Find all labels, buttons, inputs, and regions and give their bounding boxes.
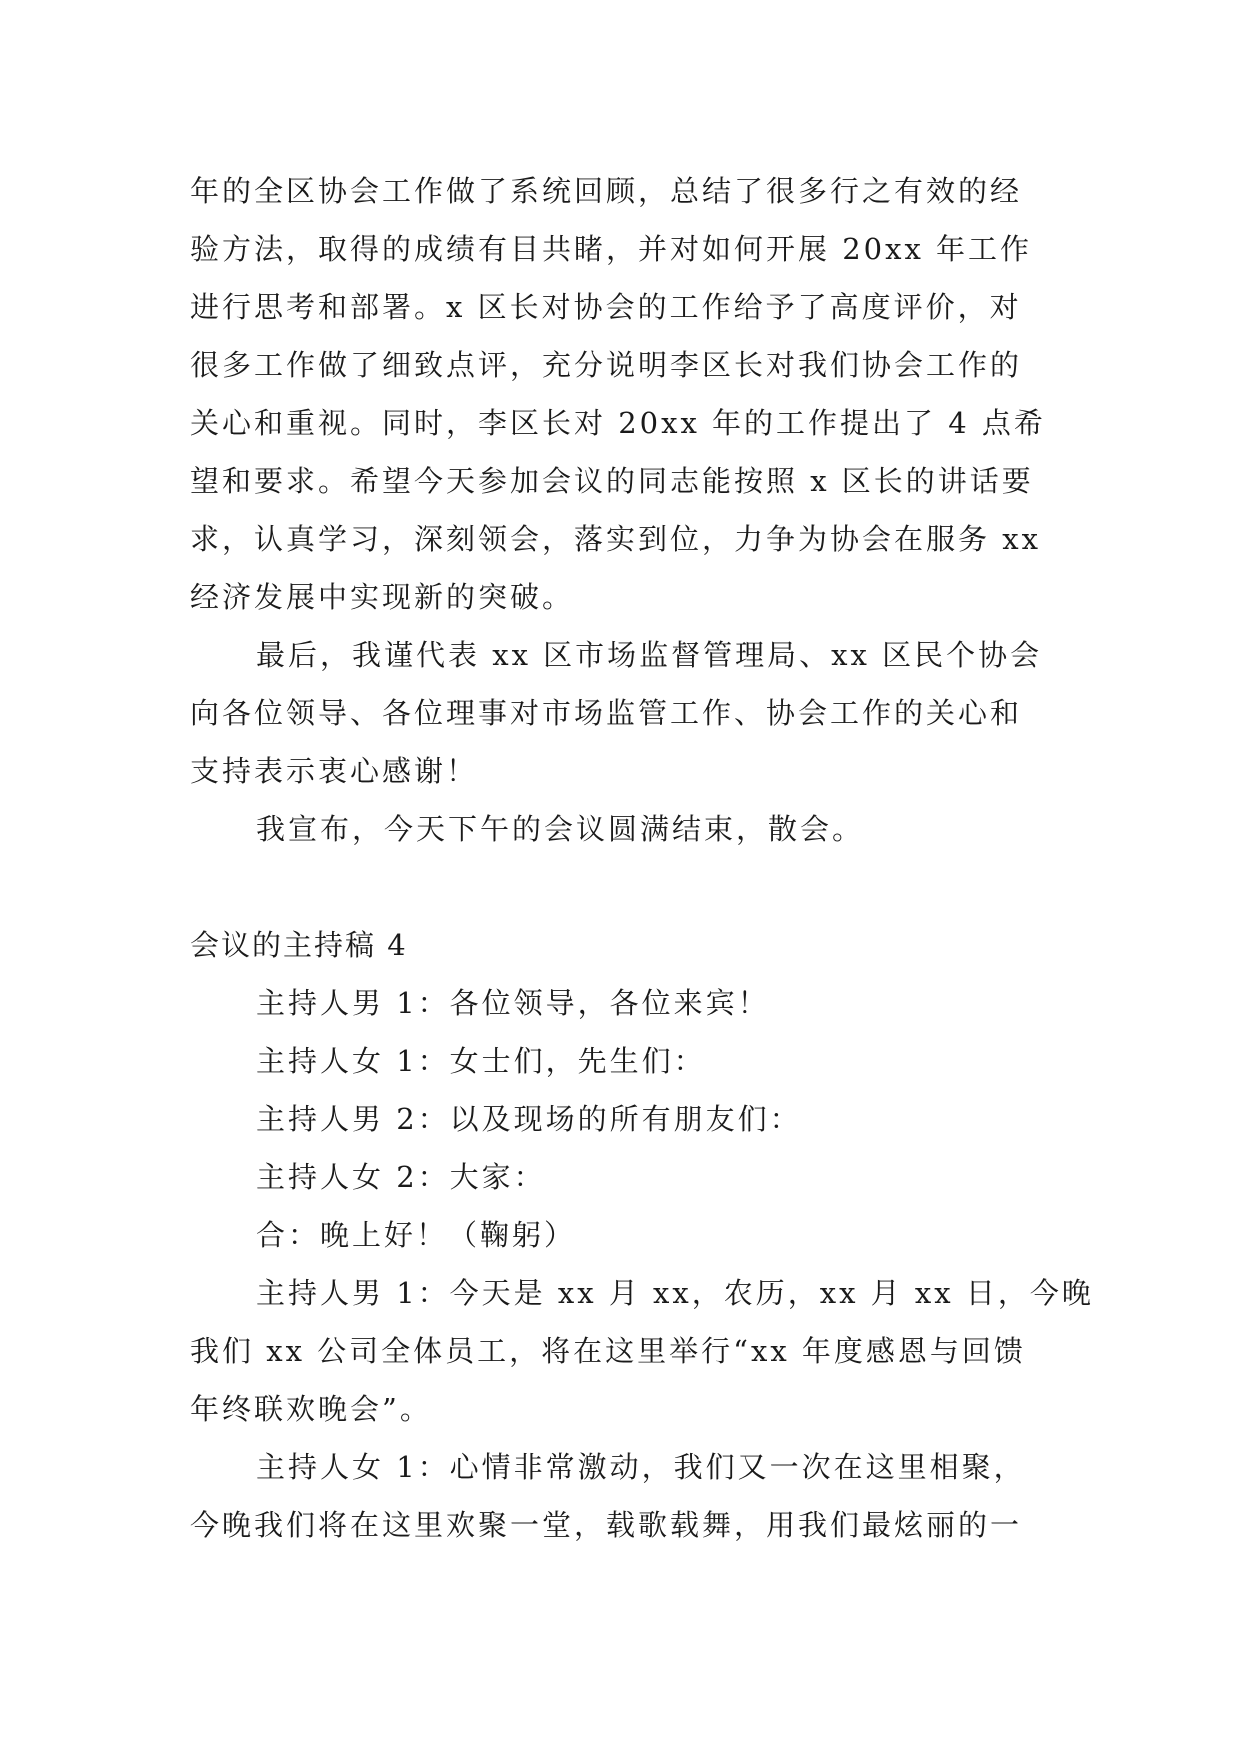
text-line: 最后，我谨代表 xx 区市场监督管理局、xx 区民个协会: [256, 638, 1043, 672]
paragraph-host-intro: [190, 1264, 1094, 1438]
text-line: 年终联欢晚会”。: [190, 1392, 432, 1426]
dialog-line: 主持人女 2：大家：: [256, 1160, 546, 1194]
dialog-list: [190, 974, 1052, 1264]
paragraph-host-female: [190, 1438, 1052, 1554]
paragraph-thanks: [190, 626, 1052, 800]
text-line: 支持表示衷心感谢！: [190, 754, 479, 788]
dialog-line: 主持人男 2：以及现场的所有朋友们：: [256, 1102, 802, 1136]
dialog-line: 主持人男 1：各位领导，各位来宾！: [256, 986, 770, 1020]
text-line: 求，认真学习，深刻领会，落实到位，力争为协会在服务 xx: [190, 522, 1041, 556]
dialog-line: 主持人女 1：女士们，先生们：: [256, 1044, 706, 1078]
paragraph-closing: [190, 800, 1052, 858]
text-line: 关心和重视。同时，李区长对 20xx 年的工作提出了 4 点希: [190, 406, 1046, 440]
text-line: 主持人女 1：心情非常激动，我们又一次在这里相聚，: [256, 1450, 1026, 1484]
dialog-line: 合：晚上好！（鞠躬）: [256, 1218, 577, 1252]
text-line: 进行思考和部署。x 区长对协会的工作给予了高度评价，对: [190, 290, 1022, 324]
text-line: 今晚我们将在这里欢聚一堂，载歌载舞，用我们最炫丽的一: [190, 1508, 1023, 1542]
section-heading: 会议的主持稿 4: [190, 928, 408, 962]
text-line: 我们 xx 公司全体员工，将在这里举行“xx 年度感恩与回馈: [190, 1334, 1026, 1368]
text-line: 很多工作做了细致点评，充分说明李区长对我们协会工作的: [190, 348, 1023, 382]
text-line: 年的全区协会工作做了系统回顾，总结了很多行之有效的经: [190, 174, 1023, 208]
paragraph-review: [190, 162, 1052, 626]
text-line: 验方法，取得的成绩有目共睹，并对如何开展 20xx 年工作: [190, 232, 1033, 266]
text-line: 主持人男 1：今天是 xx 月 xx，农历，xx 月 xx 日，今晚: [256, 1276, 1094, 1310]
text-line: 向各位领导、各位理事对市场监管工作、协会工作的关心和: [190, 696, 1023, 730]
text-line: 经济发展中实现新的突破。: [190, 580, 575, 614]
text-line: 我宣布，今天下午的会议圆满结束，散会。: [256, 812, 865, 846]
document-body: [190, 162, 1094, 1554]
text-line: 望和要求。希望今天参加会议的同志能按照 x 区长的讲话要: [190, 464, 1034, 498]
section-spacer: [190, 858, 1052, 916]
